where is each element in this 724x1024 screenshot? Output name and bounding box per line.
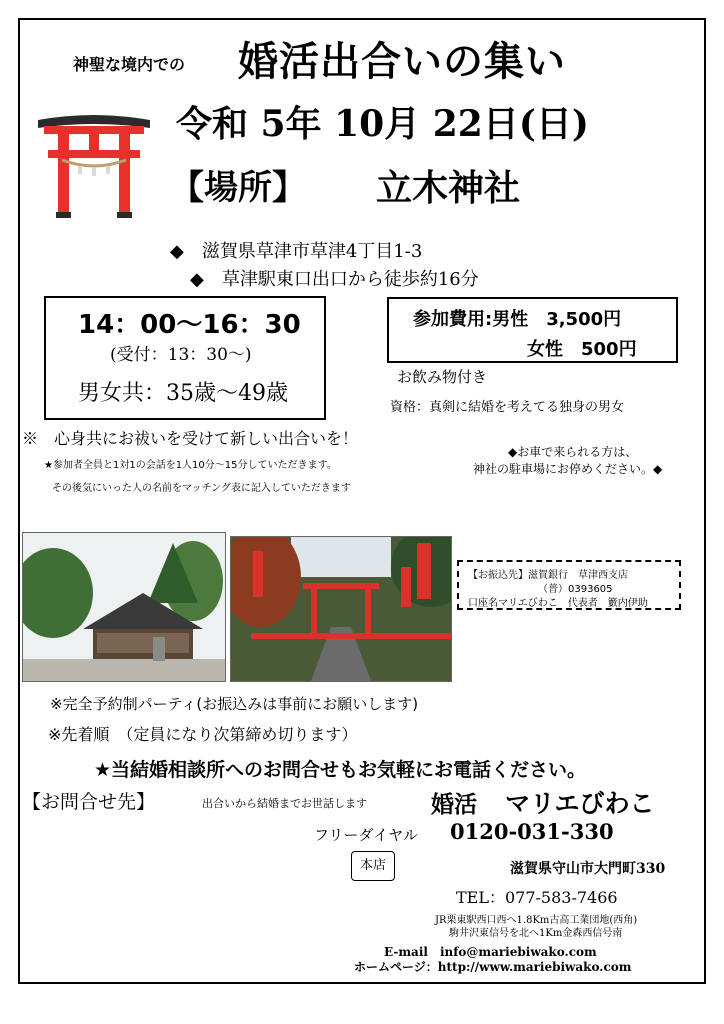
- tagline: ※ 心身共にお祓いを受けて新しい出合いを！: [22, 429, 359, 448]
- homepage-url[interactable]: ホームページ：http://www.mariebiwako.com: [354, 960, 632, 974]
- email-address[interactable]: E-mail info@mariebiwako.com: [384, 945, 597, 959]
- reservation-notice: ※完全予約制パーティ(お振込みは事前にお願いします): [50, 695, 419, 713]
- drinks-note: お飲み物付き: [397, 368, 488, 386]
- pre-title: 神聖な境内での: [73, 55, 186, 74]
- fee-male: 参加費用:男性 3,500円: [413, 309, 622, 330]
- torii-path-photo: [230, 536, 452, 682]
- venue-name: 立木神社: [376, 168, 521, 209]
- event-time: 14：00～16：30: [78, 310, 301, 340]
- brand-prefix: 婚活: [431, 792, 477, 818]
- conversation-note: ★参加者全員と1対1の会話を1人10分～15分していただきます。: [44, 460, 337, 471]
- office-tel[interactable]: TEL：077-583-7466: [456, 888, 618, 907]
- bank-name: 【お振込先】滋賀銀行 草津西支店: [468, 570, 628, 581]
- freedial-label: フリーダイヤル: [314, 826, 418, 844]
- fee-female: 女性 500円: [527, 339, 637, 360]
- access-directions-1: JR栗東駅西口西へ1.8Km古高工業団地(西角): [435, 915, 638, 926]
- contact-label: 【お問合せ先】: [22, 791, 156, 813]
- office-address: 滋賀県守山市大門町330: [510, 861, 666, 877]
- access-directions-2: 駒井沢東信号を北へ1Km金森西信号南: [449, 928, 623, 939]
- event-title: 婚活出合いの集い: [238, 39, 566, 85]
- address-line: ◆ 滋賀県草津市草津4丁目1-3: [170, 241, 423, 262]
- parking-note-1: ◆お車で来られる方は、: [508, 445, 638, 459]
- torii-gate-illustration: [34, 108, 154, 220]
- age-range: 男女共：35歳～49歳: [78, 381, 288, 406]
- first-come-notice: ※先着順 （定員になり次第締め切ります）: [48, 725, 358, 744]
- main-office-badge: 本店: [351, 851, 395, 881]
- bank-account-holder: 口座名マリエびわこ 代表者 籔内伊助: [468, 598, 648, 609]
- brand-name: マリエびわこ: [505, 789, 655, 818]
- parking-note-2: 神社の駐車場にお停めください。◆: [473, 462, 663, 476]
- matching-note: その後気にいった人の名前をマッチング表に記入していただきます: [52, 483, 351, 494]
- reception-time: (受付：13：30～): [110, 345, 252, 365]
- bank-account-number: （普）0393605: [538, 584, 613, 595]
- event-date: 令和 5年 10月 22日(日): [176, 103, 589, 145]
- qualification: 資格：真剣に結婚を考えてる独身の男女: [390, 400, 625, 415]
- inquiry-invite: ★当結婚相談所へのお問合せもお気軽にお電話ください。: [94, 759, 587, 781]
- access-line: ◆ 草津駅東口出口から徒歩約16分: [190, 269, 479, 290]
- venue-label: 【場所】: [170, 168, 306, 208]
- slogan: 出合いから結婚までお世話します: [202, 797, 367, 810]
- freedial-number[interactable]: 0120-031-330: [450, 819, 614, 844]
- temple-photo: [22, 532, 226, 682]
